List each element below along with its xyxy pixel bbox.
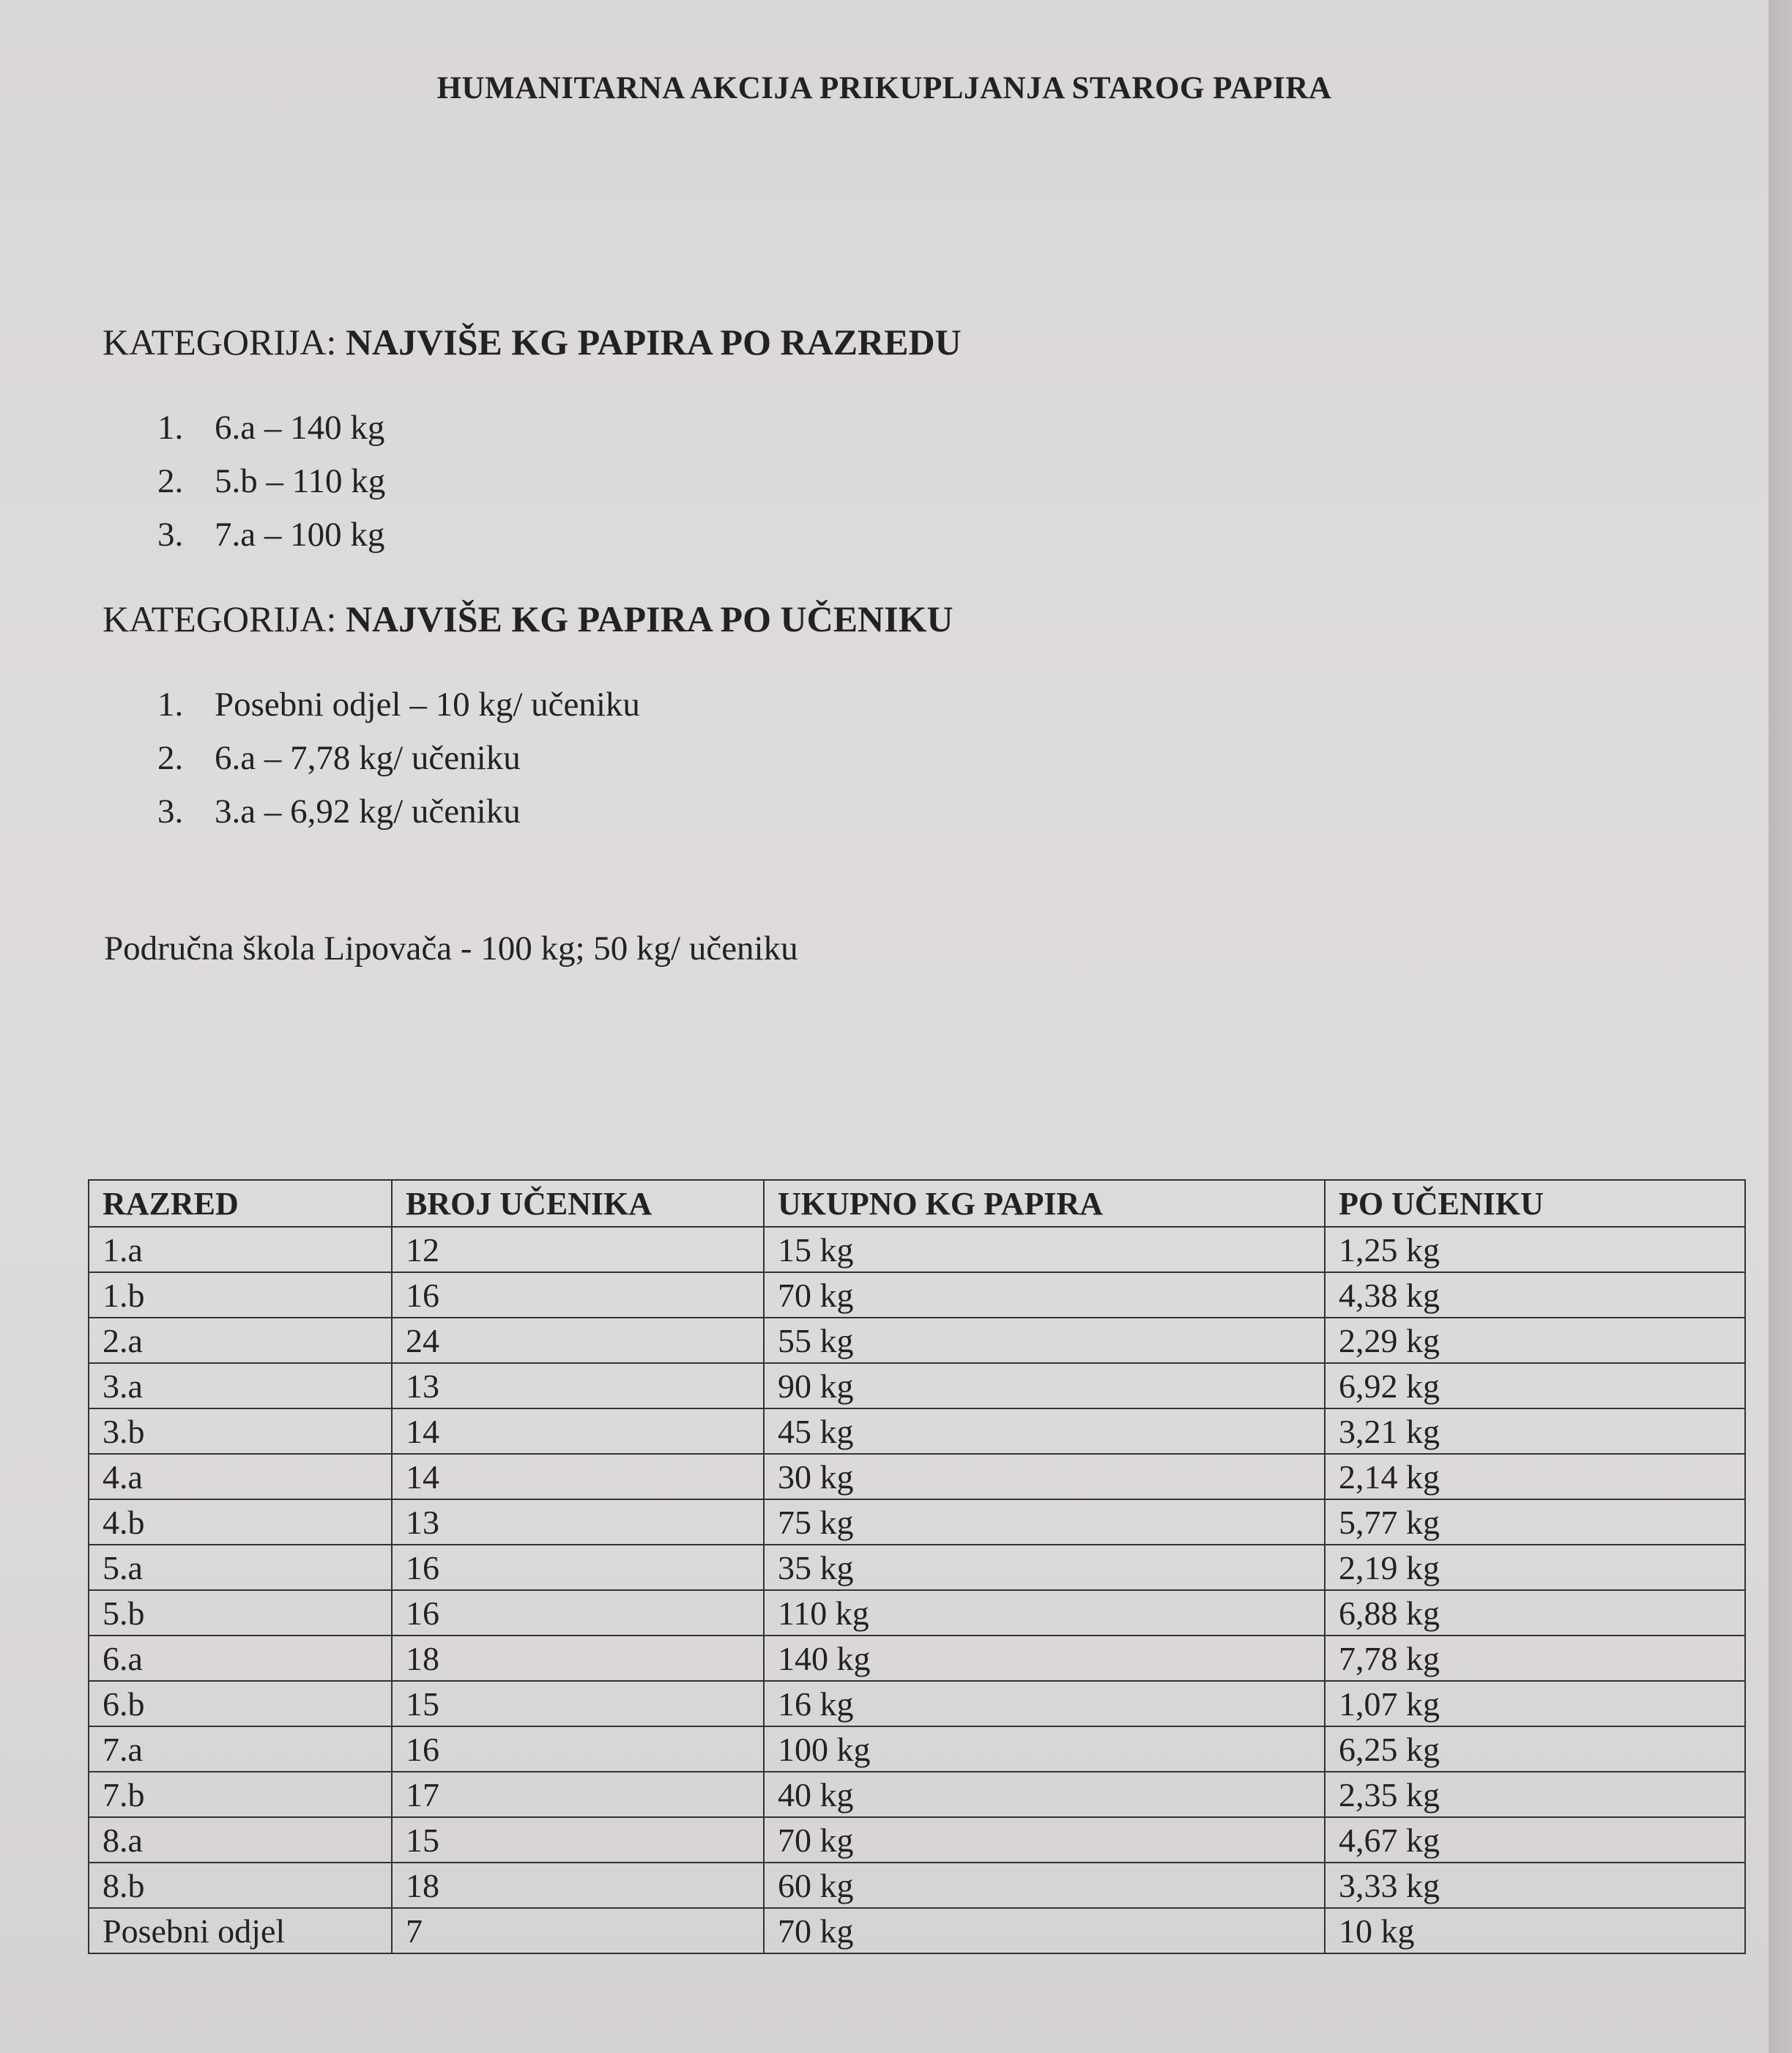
table-header-row xyxy=(89,1180,1745,1227)
cell-total-kg: 15 kg xyxy=(764,1227,1325,1272)
cell-total-kg: 140 kg xyxy=(764,1636,1325,1681)
cell-total-kg: 55 kg xyxy=(764,1318,1325,1363)
cell-class: 5.a xyxy=(89,1545,392,1590)
cell-total-kg: 60 kg xyxy=(764,1863,1325,1908)
ranking-list-per-class xyxy=(157,401,385,562)
cell-class: Posebni odjel xyxy=(89,1908,392,1953)
cell-per-student: 2,14 kg xyxy=(1325,1454,1745,1499)
list-item xyxy=(157,508,385,562)
cell-total-kg: 70 kg xyxy=(764,1817,1325,1863)
column-header-class: RAZRED xyxy=(89,1180,392,1227)
cell-total-kg: 110 kg xyxy=(764,1590,1325,1636)
table-row xyxy=(89,1318,1745,1363)
cell-student-count: 18 xyxy=(392,1636,764,1681)
cell-class: 6.b xyxy=(89,1681,392,1726)
list-item-number: 1. xyxy=(157,409,184,447)
cell-total-kg: 45 kg xyxy=(764,1408,1325,1454)
list-item-text: 3.a – 6,92 kg/ učeniku xyxy=(215,792,521,831)
cell-per-student: 2,35 kg xyxy=(1325,1772,1745,1817)
cell-class: 1.b xyxy=(89,1272,392,1318)
cell-total-kg: 35 kg xyxy=(764,1545,1325,1590)
list-item-text: 6.a – 7,78 kg/ učeniku xyxy=(215,739,521,777)
cell-per-student: 2,29 kg xyxy=(1325,1318,1745,1363)
list-item-number: 2. xyxy=(157,462,184,500)
cell-class: 1.a xyxy=(89,1227,392,1272)
table-row xyxy=(89,1545,1745,1590)
cell-class: 7.b xyxy=(89,1772,392,1817)
table-row xyxy=(89,1590,1745,1636)
cell-per-student: 7,78 kg xyxy=(1325,1636,1745,1681)
list-item-number: 3. xyxy=(157,792,184,831)
table-row xyxy=(89,1227,1745,1272)
cell-per-student: 1,07 kg xyxy=(1325,1681,1745,1726)
cell-class: 3.b xyxy=(89,1408,392,1454)
table-row xyxy=(89,1863,1745,1908)
list-item xyxy=(157,401,385,455)
column-header-per-student: PO UČENIKU xyxy=(1325,1180,1745,1227)
cell-per-student: 4,67 kg xyxy=(1325,1817,1745,1863)
page-title: HUMANITARNA AKCIJA PRIKUPLJANJA STAROG PAPIRA xyxy=(436,71,1332,105)
cell-student-count: 12 xyxy=(392,1227,764,1272)
category-name: NAJVIŠE KG PAPIRA PO RAZREDU xyxy=(345,322,962,363)
list-item-text: 6.a – 140 kg xyxy=(215,409,385,447)
list-item xyxy=(157,455,385,508)
cell-student-count: 16 xyxy=(392,1272,764,1318)
table-row xyxy=(89,1499,1745,1545)
branch-school-note: Područna škola Lipovača - 100 kg; 50 kg/ učeniku xyxy=(104,929,798,968)
category-prefix: KATEGORIJA: xyxy=(103,598,346,639)
cell-class: 8.b xyxy=(89,1863,392,1908)
table-row xyxy=(89,1363,1745,1408)
cell-student-count: 16 xyxy=(392,1726,764,1772)
cell-class: 5.b xyxy=(89,1590,392,1636)
cell-total-kg: 16 kg xyxy=(764,1681,1325,1726)
cell-per-student: 2,19 kg xyxy=(1325,1545,1745,1590)
cell-total-kg: 100 kg xyxy=(764,1726,1325,1772)
cell-total-kg: 75 kg xyxy=(764,1499,1325,1545)
cell-per-student: 6,88 kg xyxy=(1325,1590,1745,1636)
cell-per-student: 6,25 kg xyxy=(1325,1726,1745,1772)
cell-student-count: 14 xyxy=(392,1408,764,1454)
cell-per-student: 3,21 kg xyxy=(1325,1408,1745,1454)
cell-class: 4.a xyxy=(89,1454,392,1499)
list-item-text: 5.b – 110 kg xyxy=(215,462,386,500)
cell-class: 8.a xyxy=(89,1817,392,1863)
cell-class: 6.a xyxy=(89,1636,392,1681)
background-edge xyxy=(1769,0,1792,2053)
column-header-total-kg: UKUPNO KG PAPIRA xyxy=(764,1180,1325,1227)
table-row xyxy=(89,1681,1745,1726)
cell-student-count: 18 xyxy=(392,1863,764,1908)
cell-class: 3.a xyxy=(89,1363,392,1408)
cell-total-kg: 40 kg xyxy=(764,1772,1325,1817)
table-row xyxy=(89,1908,1745,1953)
cell-per-student: 6,92 kg xyxy=(1325,1363,1745,1408)
table-row xyxy=(89,1636,1745,1681)
cell-student-count: 17 xyxy=(392,1772,764,1817)
list-item-number: 3. xyxy=(157,516,184,554)
table-body xyxy=(89,1227,1745,1953)
cell-per-student: 5,77 kg xyxy=(1325,1499,1745,1545)
list-item-text: 7.a – 100 kg xyxy=(215,516,385,554)
cell-total-kg: 70 kg xyxy=(764,1908,1325,1953)
ranking-list-per-student xyxy=(157,678,640,839)
cell-class: 4.b xyxy=(89,1499,392,1545)
category-prefix: KATEGORIJA: xyxy=(103,322,346,363)
cell-student-count: 16 xyxy=(392,1590,764,1636)
cell-total-kg: 90 kg xyxy=(764,1363,1325,1408)
cell-total-kg: 70 kg xyxy=(764,1272,1325,1318)
cell-student-count: 24 xyxy=(392,1318,764,1363)
table-row xyxy=(89,1272,1745,1318)
list-item xyxy=(157,678,640,732)
table-row xyxy=(89,1408,1745,1454)
cell-student-count: 13 xyxy=(392,1363,764,1408)
list-item-number: 2. xyxy=(157,739,184,777)
cell-student-count: 13 xyxy=(392,1499,764,1545)
cell-per-student: 4,38 kg xyxy=(1325,1272,1745,1318)
cell-per-student: 3,33 kg xyxy=(1325,1863,1745,1908)
cell-student-count: 14 xyxy=(392,1454,764,1499)
cell-student-count: 15 xyxy=(392,1817,764,1863)
category-name: NAJVIŠE KG PAPIRA PO UČENIKU xyxy=(345,598,953,639)
category-heading-per-student xyxy=(103,598,953,640)
column-header-student-count: BROJ UČENIKA xyxy=(392,1180,764,1227)
list-item-text: Posebni odjel – 10 kg/ učeniku xyxy=(215,686,640,724)
cell-class: 2.a xyxy=(89,1318,392,1363)
results-table xyxy=(88,1179,1746,1954)
list-item-number: 1. xyxy=(157,686,184,724)
cell-total-kg: 30 kg xyxy=(764,1454,1325,1499)
cell-student-count: 16 xyxy=(392,1545,764,1590)
table-row xyxy=(89,1772,1745,1817)
list-item xyxy=(157,732,640,785)
cell-class: 7.a xyxy=(89,1726,392,1772)
cell-student-count: 7 xyxy=(392,1908,764,1953)
table-row xyxy=(89,1817,1745,1863)
table-row xyxy=(89,1454,1745,1499)
list-item xyxy=(157,785,640,839)
cell-per-student: 10 kg xyxy=(1325,1908,1745,1953)
table-row xyxy=(89,1726,1745,1772)
cell-per-student: 1,25 kg xyxy=(1325,1227,1745,1272)
category-heading-per-class xyxy=(103,321,962,363)
cell-student-count: 15 xyxy=(392,1681,764,1726)
